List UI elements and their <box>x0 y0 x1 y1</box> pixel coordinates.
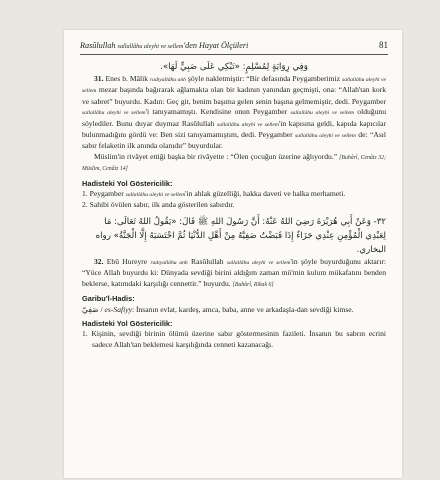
section-heading-guidance-2: Hadisteki Yol Göstericilik: <box>82 318 173 328</box>
section-heading-gharib: Garibu'l-Hadis: <box>82 294 135 304</box>
guidance-1-item-1-b: sallallâhu aleyhi ve sellem <box>125 192 186 199</box>
gharib-entry <box>82 305 386 315</box>
arabic-text-hadith-32: ٣٢- وَعَنْ أَبِي هُرَيْرَةَ رَضِيَ اللهُ عَنْهُ: أَنَّ رَسُولَ اللهِ ﷺ قَالَ: «يَقُولُ اللهُ تَعَالَى: مَا لِعَبْدِي الْمُؤْمِنِ عِنْدِي جَزَاءٌ إِذَا قَبَضْتُ صَفِيَّهُ مِنْ أَهْلِ الدُّنْيَا ثُمَّ احْتَسَبَهُ إِلَّا الْجَنَّةُ» رواه البخاري. <box>95 216 386 255</box>
hadith-32-text-c: Rasûlullah <box>187 256 227 266</box>
hadith-31-number: 31. <box>94 74 104 83</box>
page-content <box>82 60 386 350</box>
header-title <box>80 41 248 50</box>
hadith-31-text-c: şöyle nakletmiştir: “Bir defasında Peygamberimiz <box>185 74 343 83</box>
header-title-prefix: Rasûlullah <box>80 41 116 50</box>
muslim-riwayah-ref: [Buhârî, Cenâiz 32; Müslim, Cenâiz 14] <box>82 154 387 173</box>
hadith-31-text-k: 'in kapısına geldi, kapıda kapıcılar bulunmadığını gördü ve: Ben sizi tanıyamamıştım, dedi. Peygamber <box>82 118 387 140</box>
gharib-transliteration: es-Safiyy <box>104 304 132 314</box>
hadith-31-text-a: Enes b. Mâlik <box>103 74 150 83</box>
hadith-32-number: 32. <box>94 256 104 266</box>
hadith-31-text-g: 'i tanıyamamıştı. Kendisine onun Peygamber <box>145 107 291 117</box>
hadith-31-text-l: sallallâhu aleyhi ve sellem <box>295 133 356 140</box>
hadith-32 <box>82 257 386 290</box>
hadith-31-text-h: sallallâhu aleyhi ve sellem <box>290 110 355 117</box>
book-page <box>64 30 402 478</box>
guidance-1-item-2: 2. Sahibi övülen sabır, ilk anda gösterilen sabırdır. <box>82 200 235 210</box>
guidance-1-item-1-a: 1. Peygamber <box>82 189 126 199</box>
hadith-31-text-d: sallallâhu aleyhi ve sellem <box>82 77 386 95</box>
hadith-32-text-d: sallallâhu aleyhi ve sellem <box>226 259 291 266</box>
header-title-salawat: sallallâhu aleyhi ve sellem <box>117 43 184 50</box>
running-header <box>80 40 388 55</box>
page-number: 81 <box>379 40 388 50</box>
hadith-31 <box>82 74 386 152</box>
gharib-definition: : İnsanın evlat, kardeş, amca, baba, anne ve arkadaşla-dan sevdiği kimse. <box>131 304 354 314</box>
guidance-2-item-1: 1. Kişinin, sevdiği birinin ölümü üzerine sabır göstermesinin fazileti. İnsanın bu sabrın ecrini sadece Allah'tan beklemesi karşılığında cenneti kazanacağı. <box>82 329 386 349</box>
hadith-31-text-m: de: “Asıl sabır felaketin ilk anında olanıdır” buyurdular. <box>82 130 386 151</box>
guidance-1-item-1 <box>82 189 386 200</box>
hadith-31-text-i: olduğunu söylediler. Bunu duyar duymaz Rasûlullah <box>82 107 386 128</box>
section-heading-guidance-1: Hadisteki Yol Göstericilik: <box>82 178 173 188</box>
hadith-32-text-b: radıyallâhu anh <box>150 259 188 266</box>
header-title-suffix: 'den Hayat Ölçüleri <box>183 41 249 50</box>
hadith-31-text-b: radıyallâhu anh <box>149 77 186 83</box>
hadith-32-text-e: 'in şöyle buyurduğunu aktarır: “Yüce Allah buyurdu ki: Dünyada sevdiği birini aldığım zaman mü'min kulum mükafatını benden beklerse, katımdaki karşılığı cennettir.” buyurdu. <box>82 256 387 288</box>
muslim-riwayah <box>82 152 386 175</box>
hadith-31-text-j: sallallâhu aleyhi ve sellem <box>217 121 279 128</box>
guidance-1-item-1-c: 'in ahlak güzelliği, hakka daveti ve halka merhameti. <box>185 189 346 199</box>
hadith-31-text-f: sallallâhu aleyhi ve sellem <box>82 110 146 117</box>
gharib-separator: / <box>98 304 105 314</box>
muslim-riwayah-text: Müslim'in rivâyet ettiği başka bir rivâyette : “Ölen çocuğun üzerine ağlıyordu.” <box>94 151 340 161</box>
gharib-arabic-word: صَفِيّ <box>82 304 99 314</box>
hadith-32-ref: [Buhârî, Rikak 6] <box>232 281 274 288</box>
hadith-32-text-a: Ebû Hureyre <box>103 256 151 266</box>
arabic-text-muslim: وَفِي رِوَايَةٍ لِمُسْلِمٍ: «تَبْكِي عَلَى صَبِيٍّ لَهَا». <box>160 62 308 72</box>
hadith-31-text-e: mezar başında bağırarak ağlamakta olan bir kadının yanından geçmişti, ona: “Allah'tan kork ve sabret” buyurdu. Kadın: Geç git, benim başıma gelen senin başına gelmemiştir, dedi. Peygamber <box>82 85 386 106</box>
